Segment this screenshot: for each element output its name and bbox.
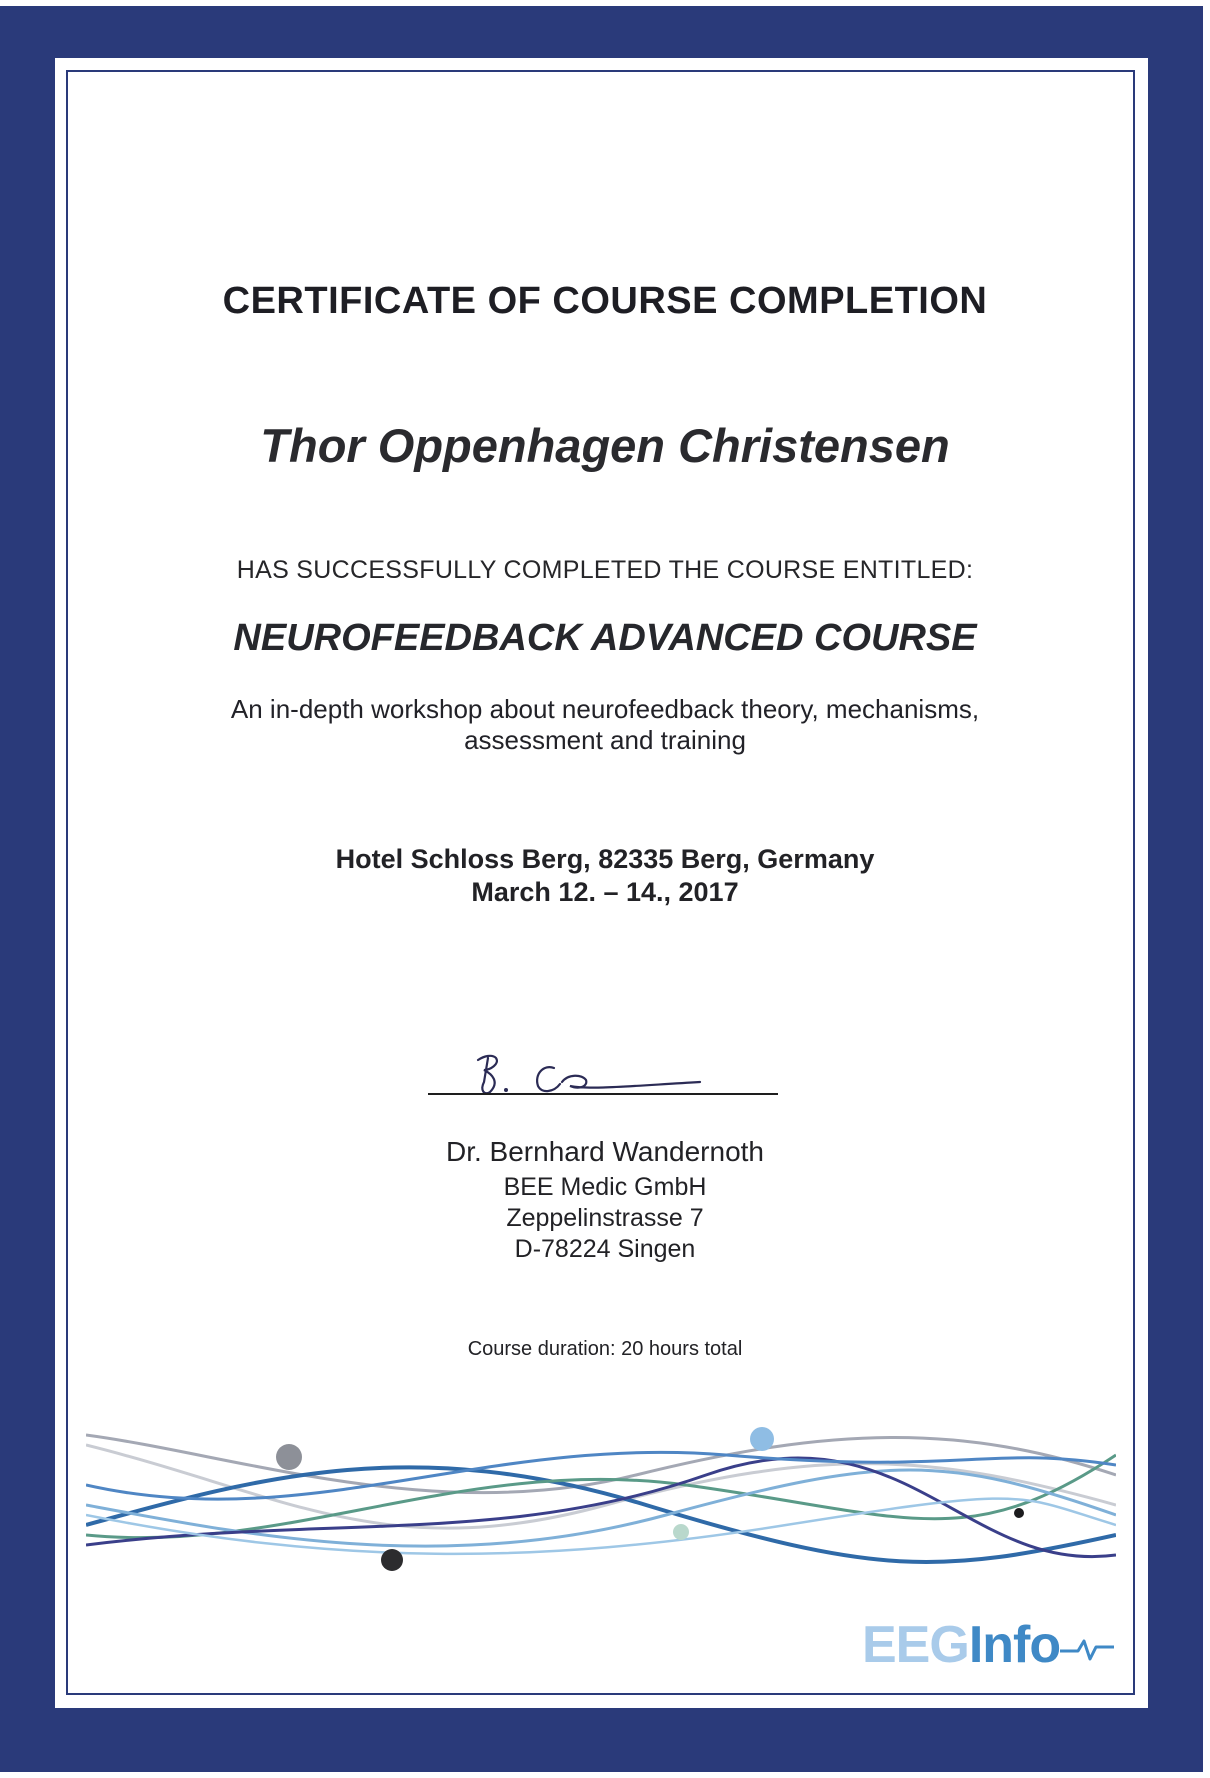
signature-line <box>428 1093 778 1095</box>
signatory-street: Zeppelinstrasse 7 <box>506 1204 704 1232</box>
completion-statement: HAS SUCCESSFULLY COMPLETED THE COURSE ENTITLED: <box>236 556 974 584</box>
pulse-icon <box>1060 1633 1114 1663</box>
eeginfo-logo <box>862 1615 1114 1675</box>
certificate-title: CERTIFICATE OF COURSE COMPLETION <box>222 280 988 322</box>
signatory-company: BEE Medic GmbH <box>503 1173 707 1201</box>
signatory-address <box>0 1172 1210 1265</box>
handwritten-signature <box>470 1030 740 1100</box>
venue-and-dates <box>0 843 1210 909</box>
recipient-name: Thor Oppenhagen Christensen <box>260 419 950 472</box>
signatory-name: Dr. Bernhard Wandernoth <box>445 1136 765 1167</box>
decorative-wave-graphic <box>86 1415 1116 1590</box>
course-name: NEUROFEEDBACK ADVANCED COURSE <box>233 617 977 659</box>
logo-text-info: Info <box>968 1616 1061 1674</box>
course-description-line-1: An in-depth workshop about neurofeedback theory, mechanisms, <box>230 694 980 724</box>
course-dates: March 12. – 14., 2017 <box>471 877 739 907</box>
course-duration: Course duration: 20 hours total <box>467 1338 743 1360</box>
venue: Hotel Schloss Berg, 82335 Berg, Germany <box>335 844 875 874</box>
course-description-line-2: assessment and training <box>464 725 746 755</box>
course-description <box>0 694 1210 756</box>
logo-text-eeg: EEG <box>862 1616 969 1674</box>
signatory-city: D-78224 Singen <box>514 1235 696 1263</box>
